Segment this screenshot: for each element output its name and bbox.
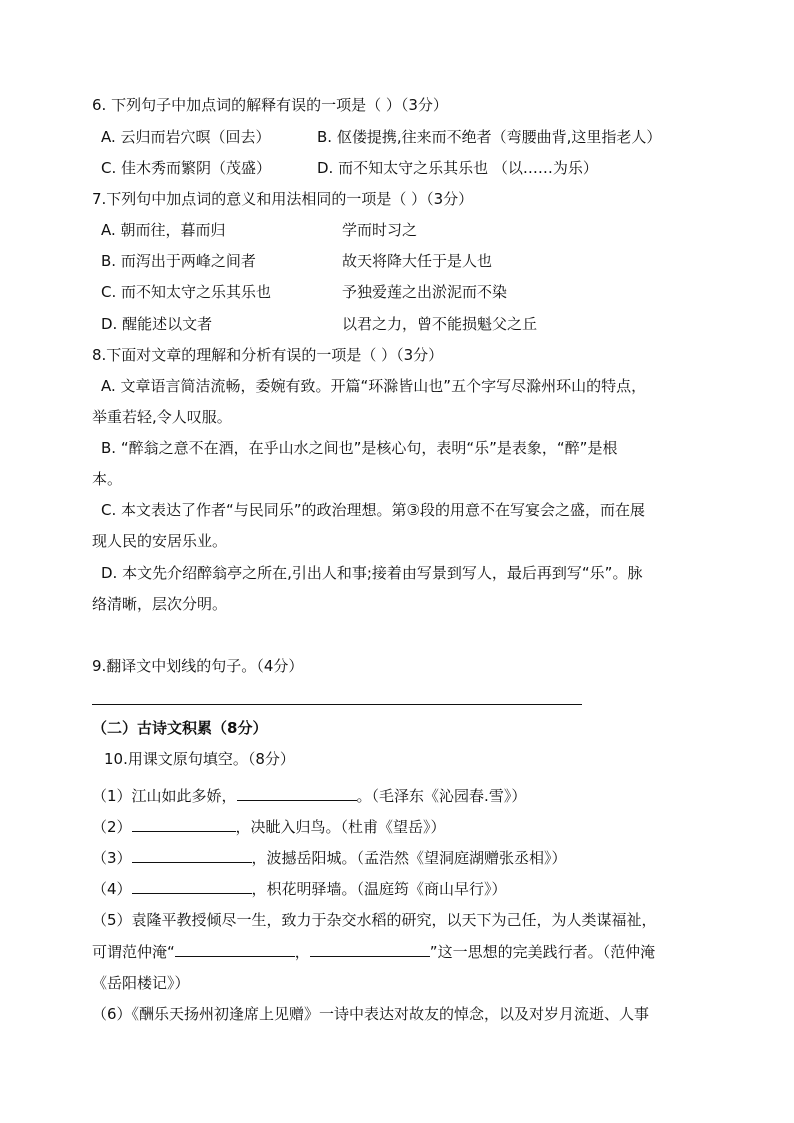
q6-stem: 6. 下列句子中加点词的解释有误的一项是（ ）（3分）: [92, 96, 448, 114]
q10-blank-4[interactable]: [132, 879, 252, 894]
q7-option-c-right: 予独爱莲之出淤泥而不染: [342, 283, 508, 301]
q8-option-b-line2: 本。: [92, 470, 123, 488]
q10-blank-1[interactable]: [237, 786, 357, 801]
q10-item-6-line1: （6）《酬乐天扬州初逢席上见赠》一诗中表达对故友的悼念，以及对岁月流逝、人事: [92, 1005, 650, 1023]
q10-item-2: [92, 817, 446, 837]
q10-item-1: [92, 786, 526, 806]
q10-item-4-suffix: ，枳花明驿墙。（温庭筠《商山早行》）: [251, 880, 507, 898]
q10-item-1-prefix: （1）江山如此多娇，: [92, 787, 237, 805]
q7-option-d-left: D. 醒能述以文者: [101, 315, 213, 333]
q10-blank-3[interactable]: [132, 848, 252, 863]
q7-option-d-right: 以君之力，曾不能损魁父之丘: [342, 315, 538, 333]
q10-item-4: [92, 879, 507, 899]
q9-answer-line[interactable]: [92, 704, 582, 705]
q8-option-d-line2: 络清晰，层次分明。: [92, 595, 228, 613]
q8-option-a-line2: 举重若轻,令人叹服。: [92, 408, 232, 426]
q7-option-c-left: C. 而不知太守之乐其乐也: [101, 283, 272, 301]
q10-item-5-line2: [92, 942, 655, 962]
q8-option-d-line1: D. 本文先介绍醉翁亭之所在,引出人和事;接着由写景到写人，最后再到写“乐”。脉: [101, 564, 643, 582]
q10-item-5-line3: 《岳阳楼记》）: [92, 974, 190, 992]
q7-option-b-right: 故天将降大任于是人也: [342, 252, 493, 270]
q8-option-c-line2: 现人民的安居乐业。: [92, 532, 228, 550]
q10-item-1-suffix: 。（毛泽东《沁园春.雪》）: [356, 787, 527, 805]
q7-stem: 7.下列句中加点词的意义和用法相同的一项是（ ）（3分）: [92, 190, 474, 208]
q10-item-2-suffix: ，决眦入归鸟。（杜甫《望岳》）: [235, 818, 446, 836]
q10-blank-5b[interactable]: [310, 942, 430, 957]
q10-item-5-comma: ，: [294, 943, 310, 961]
q10-stem: 10.用课文原句填空。（8分）: [104, 750, 295, 768]
q10-blank-5a[interactable]: [175, 942, 295, 957]
q10-item-3-prefix: （3）: [92, 849, 132, 867]
q10-item-5-suffix: ”这一思想的完美践行者。（范仲淹: [429, 943, 656, 961]
q10-item-3: [92, 848, 567, 868]
q6-option-a: A. 云归而岩穴暝（回去）: [101, 128, 271, 146]
q6-option-b: B. 伛偻提携,往来而不绝者（弯腰曲背,这里指老人）: [317, 128, 662, 146]
q8-option-c-line1: C. 本文表达了作者“与民同乐”的政治理想。第③段的用意不在写宴会之盛，而在展: [101, 501, 646, 519]
q8-stem: 8.下面对文章的理解和分析有误的一项是（ ）（3分）: [92, 346, 444, 364]
q9-stem: 9.翻译文中划线的句子。（4分）: [92, 657, 304, 675]
q10-item-4-prefix: （4）: [92, 880, 132, 898]
q10-item-5-line1: （5）袁隆平教授倾尽一生，致力于杂交水稻的研究，以天下为己任，为人类谋福祉，: [92, 911, 657, 929]
q10-blank-2[interactable]: [132, 817, 236, 832]
q10-item-2-prefix: （2）: [92, 818, 132, 836]
section2-title: （二）古诗文积累（8分）: [92, 719, 268, 737]
q8-option-b-line1: B. “醉翁之意不在酒，在乎山水之间也”是核心句，表明“乐”是表象，“醉”是根: [101, 439, 618, 457]
q10-item-5-prefix: 可谓范仲淹“: [92, 943, 175, 961]
q6-option-d: D. 而不知太守之乐其乐也 （以……为乐）: [317, 159, 598, 177]
q8-option-a-line1: A. 文章语言简洁流畅，委婉有致。开篇“环滁皆山也”五个字写尽滁州环山的特点，: [101, 377, 647, 395]
q7-option-a-right: 学而时习之: [342, 221, 418, 239]
q7-option-b-left: B. 而泻出于两峰之间者: [101, 252, 256, 270]
q6-option-c: C. 佳木秀而繁阴（茂盛）: [101, 159, 272, 177]
q7-option-a-left: A. 朝而往，暮而归: [101, 221, 226, 239]
q10-item-3-suffix: ，波撼岳阳城。（孟浩然《望洞庭湖赠张丞相》）: [251, 849, 567, 867]
